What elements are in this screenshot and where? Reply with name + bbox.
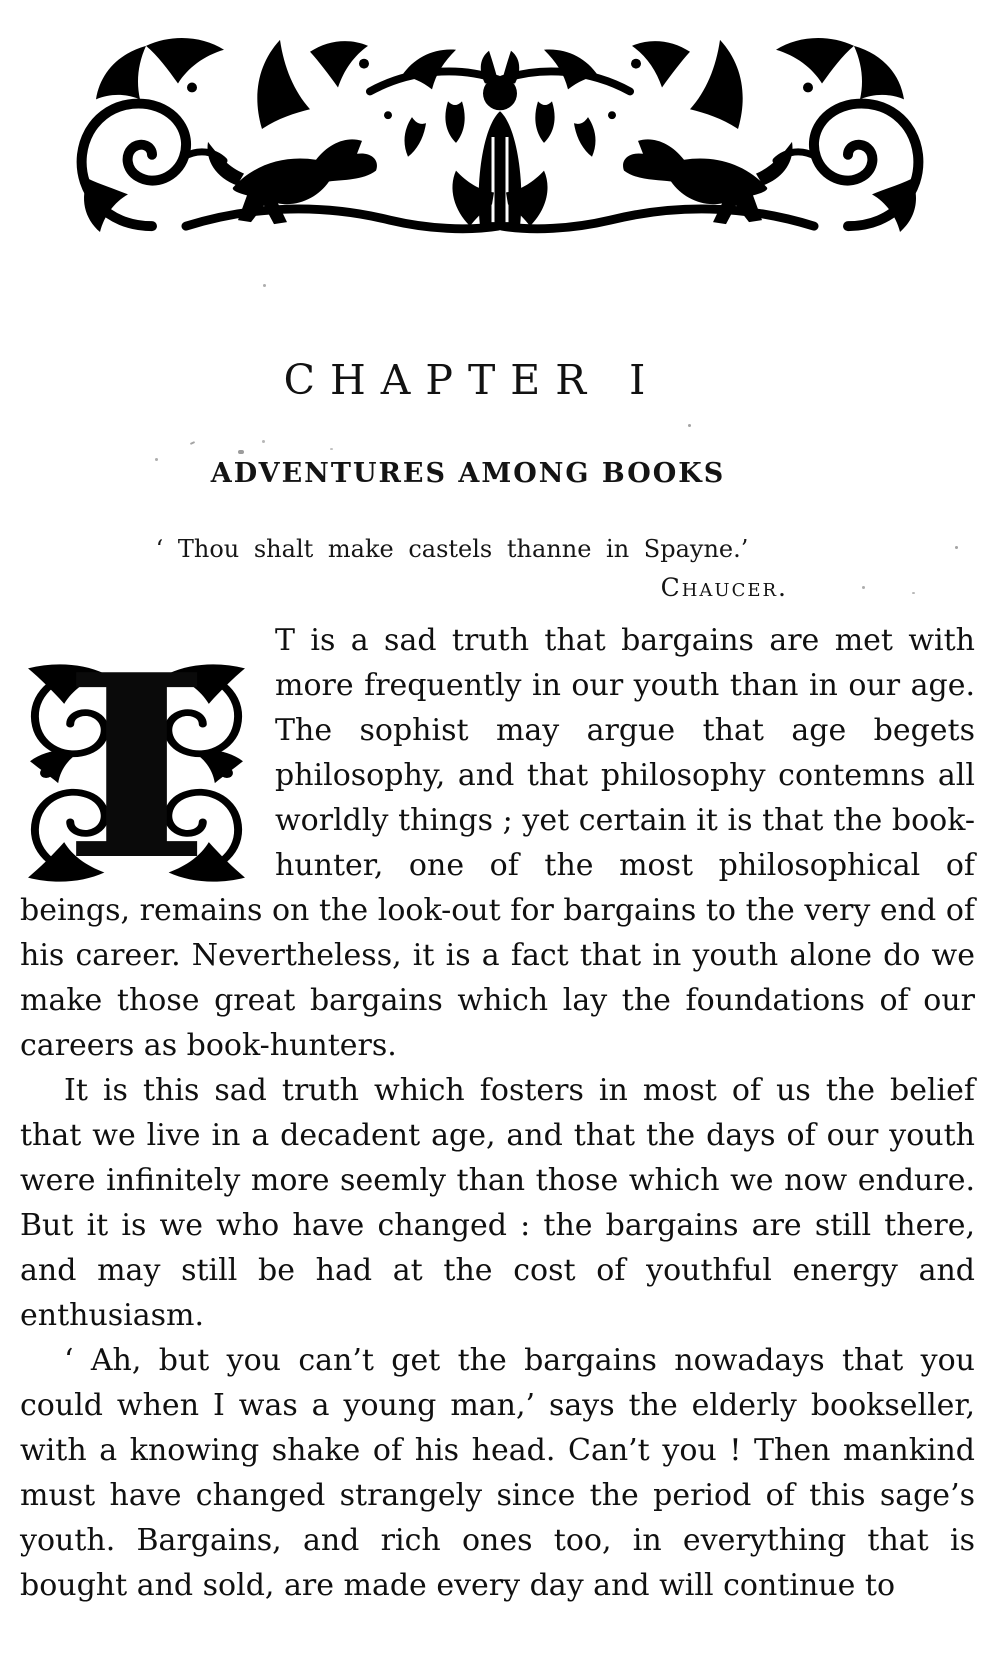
foxing-speckle	[688, 424, 691, 427]
foxing-speckle	[955, 546, 958, 549]
foxing-speckle	[862, 586, 865, 589]
paragraph-2: It is this sad truth which fosters in most of us the belief that we live in a decadent age, and that the days of our youth were infinitely more seemly than those which we now endure. But it is we who have changed : the bargains are still there, and may still be had at the cost of youthful energy and enthusiasm.	[20, 1073, 975, 1333]
body-text	[0, 618, 1000, 1608]
foxing-speckle	[155, 458, 158, 461]
foxing-speckle	[330, 448, 333, 450]
drop-cap-letter: I	[61, 620, 212, 916]
paragraph-3: ‘ Ah, but you can’t get the bargains nowadays that you could when I was a young man,’ says the elderly bookseller, with a knowing shake of his head. Can’t you ! Then mankind must have changed strangely since the period of this sage’s youth. Bargains, and rich ones too, in everything that is bought and sold, are made every day and will continue to	[20, 1343, 975, 1603]
foxing-speckle	[238, 450, 244, 454]
headpiece-engraving-icon	[66, 30, 934, 238]
epigraph	[0, 535, 1000, 602]
paragraph-1	[20, 618, 975, 1068]
foxing-speckle	[262, 440, 265, 443]
drop-cap-initial	[20, 618, 253, 916]
epigraph-attribution: Chaucer.	[660, 573, 788, 602]
foxing-speckle	[190, 441, 195, 445]
epigraph-quote: ‘ Thou shalt make castels thanne in Spayne.’	[155, 535, 749, 563]
foxing-speckle	[263, 284, 266, 287]
ornamental-headpiece	[66, 30, 934, 238]
paragraph-1-text: T is a sad truth that bargains are met with more frequently in our youth than in our age. The sophist may argue that age begets philosophy, and that philosophy contemns all worldly things ; yet certain it is that the book-hunter, one of the most philosophical of beings, remains on the look-out for bargains to the very end of his career. Nevertheless, it is a fact that in youth alone do we make those great bargains which lay the foundations of our careers as book-hunters.	[20, 623, 975, 1063]
chapter-heading: CHAPTER I	[283, 356, 661, 404]
foxing-speckle	[912, 592, 915, 594]
chapter-title: ADVENTURES AMONG BOOKS	[210, 458, 726, 489]
headpiece-dog-icon	[452, 51, 547, 226]
